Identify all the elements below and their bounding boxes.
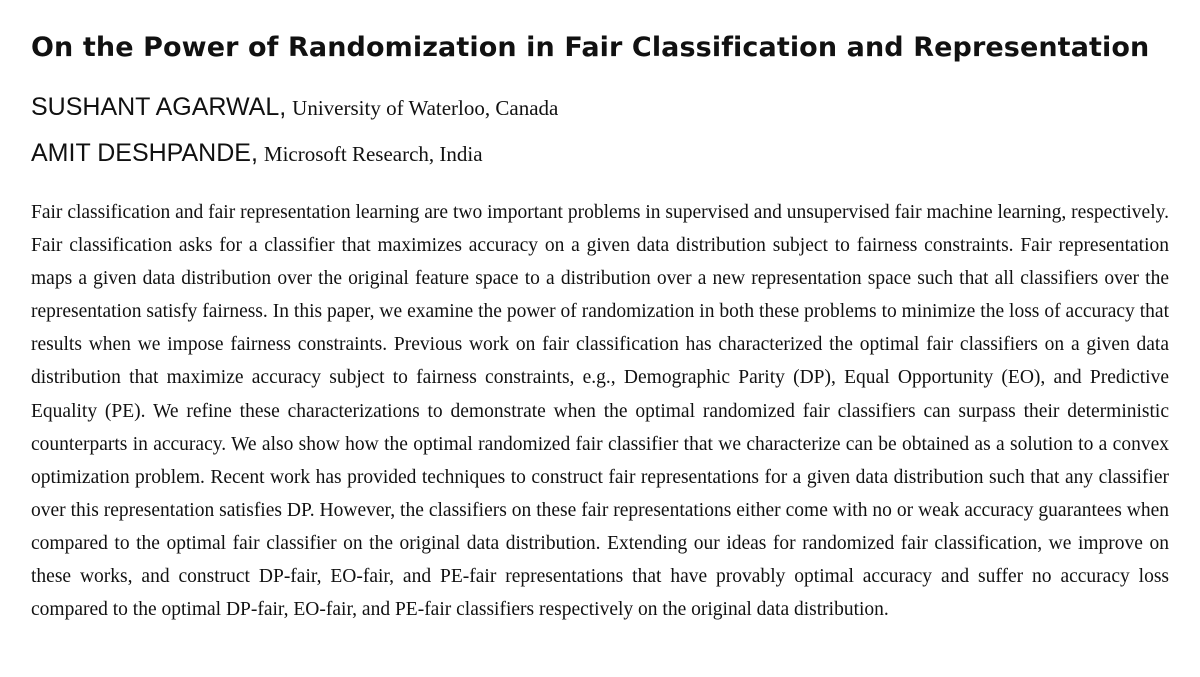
- author-name: AMIT DESHPANDE: [31, 139, 251, 167]
- author-name: SUSHANT AGARWAL: [31, 93, 280, 121]
- author-entry: SUSHANT AGARWAL, University of Waterloo, Canada: [31, 93, 559, 121]
- abstract-text: Fair classification and fair representation learning are two important problems in supervised and unsupervised fair machine learning, respectively. Fair classification asks for a classifier that maximizes accuracy on a given data distribution subject to fairness constraints. Fair representation maps a given data distribution over the original feature space to a distribution over a new representation space such that all classifiers over the representation satisfy fairness. In this paper, we examine the power of randomization in both these problems to minimize the loss of accuracy that results when we impose fairness constraints. Previous work on fair classification has characterized the optimal fair classifiers on a given data distribution that maximize accuracy subject to fairness constraints, e.g., Demographic Parity (DP), Equal Opportunity (EO), and Predictive Equality (PE). We refine these characterizations to demonstrate when the optimal randomized fair classifiers can surpass their deterministic counterparts in accuracy. We also show how the optimal randomized fair classifier that we characterize can be obtained as a solution to a convex optimization problem. Recent work has provided techniques to construct fair representations for a given data distribution such that any classifier over this representation satisfies DP. However, the classifiers on these fair representations either come with no or weak accuracy guarantees when compared to the optimal fair classifier on the original data distribution. Extending our ideas for randomized fair classification, we improve on these works, and construct DP-fair, EO-fair, and PE-fair representations that have provably optimal accuracy and suffer no accuracy loss compared to the optimal DP-fair, EO-fair, and PE-fair classifiers respectively on the original data distribution.: [31, 202, 1169, 621]
- author-affiliation: Microsoft Research, India: [263, 142, 483, 166]
- author-entry: AMIT DESHPANDE, Microsoft Research, India: [31, 139, 483, 167]
- author-list: [31, 86, 1169, 178]
- paper-title: On the Power of Randomization in Fair Classification and Representation: [31, 32, 1150, 63]
- author-affiliation: University of Waterloo, Canada: [292, 96, 559, 120]
